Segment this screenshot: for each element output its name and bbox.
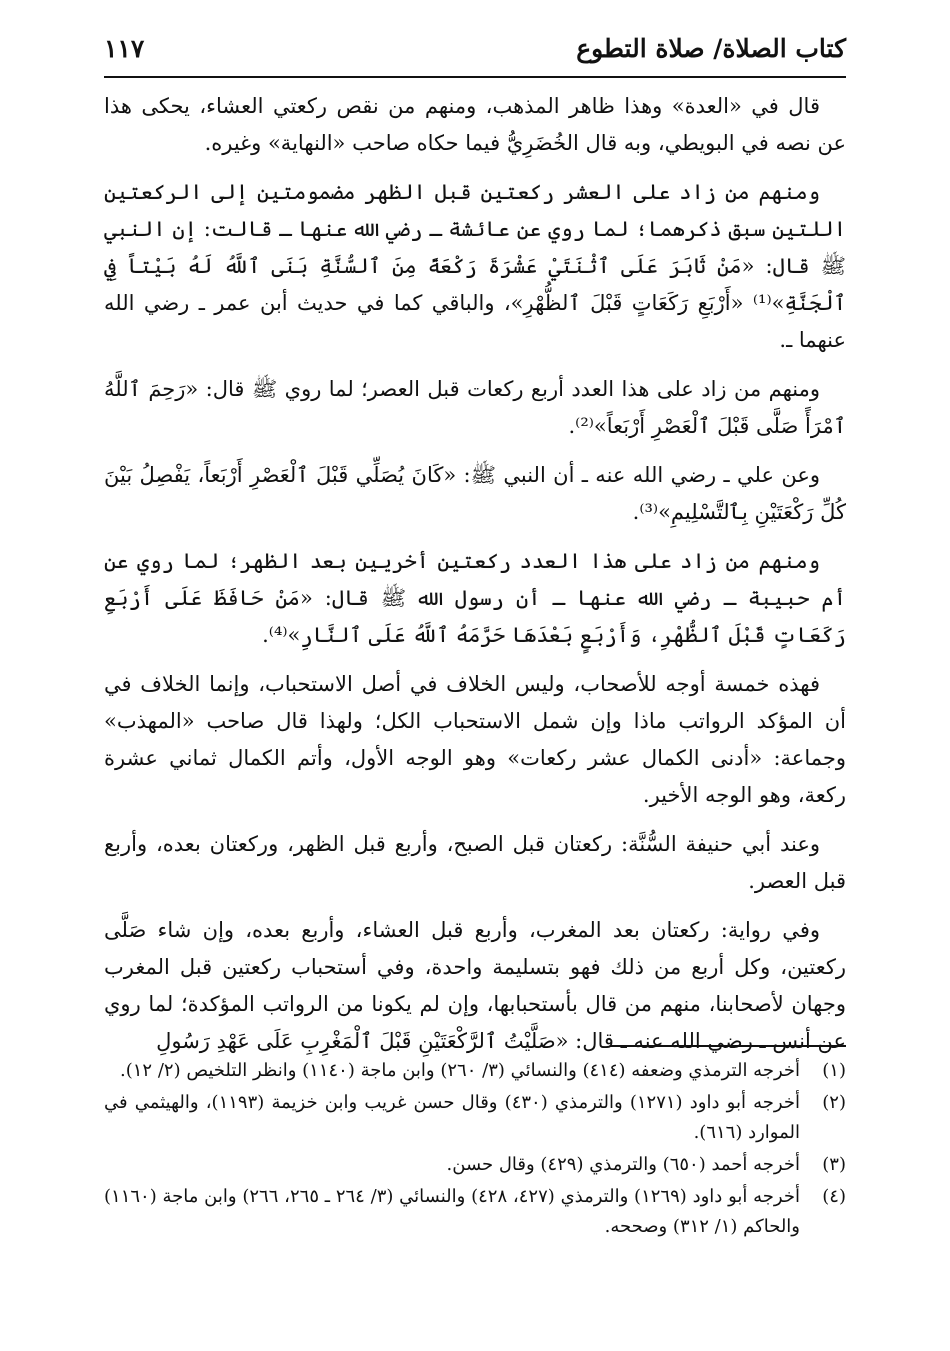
footnote	[104, 1088, 846, 1148]
footnote	[104, 1182, 846, 1242]
footnote-text: أخرجه الترمذي وضعفه (٤١٤) والنسائي (٣/ ٢٦٠) وابن ماجة (١١٤٠) وانظر التلخيص (٢/ ١٢).	[120, 1060, 800, 1081]
main-text	[104, 88, 846, 1072]
paragraph: وعند أبي حنيفة السُّنَّة: ركعتان قبل الصبح، وأربع قبل الظهر، وركعتان بعده، وأربع قبل العصر.	[104, 832, 846, 893]
paragraph: ومنهم من زاد على هذا العدد ركعتين أخريين بعد الظهر؛ لما روي عن أم حبيبة ـ رضي الله عنها ـ أن رسول الله ﷺ قال: «مَنْ حَافَظَ عَلَى أَرْبَعِ رَكَعَاتٍ قَبْلَ ٱلظُّهْرِ، وَأَرْبَعٍ بَعْدَهَا حَرَّمَهُ ٱللَّهُ عَلَى ٱلنَّارِ»⁽⁴⁾.	[104, 549, 846, 647]
header-title: كتاب الصلاة/ صلاة التطوع	[576, 34, 846, 63]
footnote-number: (٣)	[822, 1154, 846, 1175]
paragraph: فهذه خمسة أوجه للأصحاب، وليس الخلاف في أصل الاستحباب، وإنما الخلاف في أن المؤكد الرواتب ماذا وإن شمل الاستحباب الكل؛ ولهذا قال صاحب «المهذب» وجماعة: «أدنى الكمال عشر ركعات» وهو الوجه الأول، وأتم الكمال ثماني عشرة ركعة، وهو الوجه الأخير.	[104, 672, 846, 807]
footnote	[104, 1150, 846, 1180]
footnote-divider	[610, 1045, 846, 1047]
footnote-text: أخرجه أبو داود (١٢٧١) والترمذي (٤٣٠) وقال حسن غريب وابن خزيمة (١١٩٣)، والهيثمي في الموارد (٦١٦).	[104, 1092, 800, 1143]
footnote-number: (٢)	[822, 1092, 846, 1113]
footnote-number: (٤)	[822, 1186, 846, 1207]
paragraph: ومنهم من زاد على هذا العدد أربع ركعات قبل العصر؛ لما روي ﷺ قال: «رَحِمَ ٱللَّهُ ٱمْرَأً صَلَّى قَبْلَ ٱلْعَصْرِ أَرْبَعاً»⁽²⁾.	[104, 377, 846, 438]
header-divider	[104, 76, 846, 78]
footnote-number: (١)	[822, 1060, 846, 1081]
footnote-text: أخرجه أبو داود (١٢٦٩) والترمذي (٤٢٧، ٤٢٨) والنسائي (٣/ ٢٦٤ ـ ٢٦٥، ٢٦٦) وابن ماجة (١١٦٠) والحاكم (١/ ٣١٢) وصححه.	[104, 1186, 800, 1237]
paragraph: وعن علي ـ رضي الله عنه ـ أن النبي ﷺ: «كَانَ يُصَلِّي قَبْلَ ٱلْعَصْرِ أَرْبَعاً، يَفْصِلُ بَيْنَ كُلِّ رَكْعَتَيْنِ بِٱلتَّسْلِيمِ»⁽³⁾.	[104, 463, 846, 524]
footnote	[104, 1056, 846, 1086]
paragraph: ومنهم من زاد على العشر ركعتين قبل الظهر مضمومتين إلى الركعتين اللتين سبق ذكرهما؛ لما روي عن عائشة ـ رضي الله عنها ـ قالت: إن النبي ﷺ قال: «مَنْ ثَابَرَ عَلَى ٱثْنَتَيْ عَشْرَةَ رَكْعَةً مِنَ ٱلسُّنَّةِ بَنَى ٱللَّهُ لَهُ بَيْتاً فِي ٱلْجَنَّةِ»⁽¹⁾ «أَرْبَعِ رَكَعَاتٍ قَبْلَ ٱلظُّهْرِ»، والباقي كما في حديث أبن عمر ـ رضي الله عنهما ـ.	[104, 180, 846, 352]
footnotes	[104, 1056, 846, 1244]
page-number: ١١٧	[104, 34, 145, 63]
footnote-text: أخرجه أحمد (٦٥٠) والترمذي (٤٢٩) وقال حسن.	[446, 1154, 800, 1175]
running-header	[104, 28, 846, 74]
paragraph: وفي رواية: ركعتان بعد المغرب، وأربع قبل العشاء، وأربع بعده، وإن شاء صَلَّى ركعتين، وكل أربع من ذلك فهو بتسليمة واحدة، وفي أستحباب ركعتين قبل المغرب وجهان لأصحابنا، منهم من قال بأستحبابها، وإن لم يكونا من الرواتب المؤكدة؛ لما روي عن أنس ـ رضي الله عنه ـ قال: «صَلَّيْتُ ٱلرَّكْعَتَيْنِ قَبْلَ ٱلْمَغْرِبِ عَلَى عَهْدِ رَسُولِ	[104, 918, 846, 1053]
paragraph: قال في «العدة» وهذا ظاهر المذهب، ومنهم من نقص ركعتي العشاء، يحكى هذا عن نصه في البويطي، وبه قال الخُضَرِيُّ فيما حكاه صاحب «النهاية» وغيره.	[104, 94, 846, 155]
